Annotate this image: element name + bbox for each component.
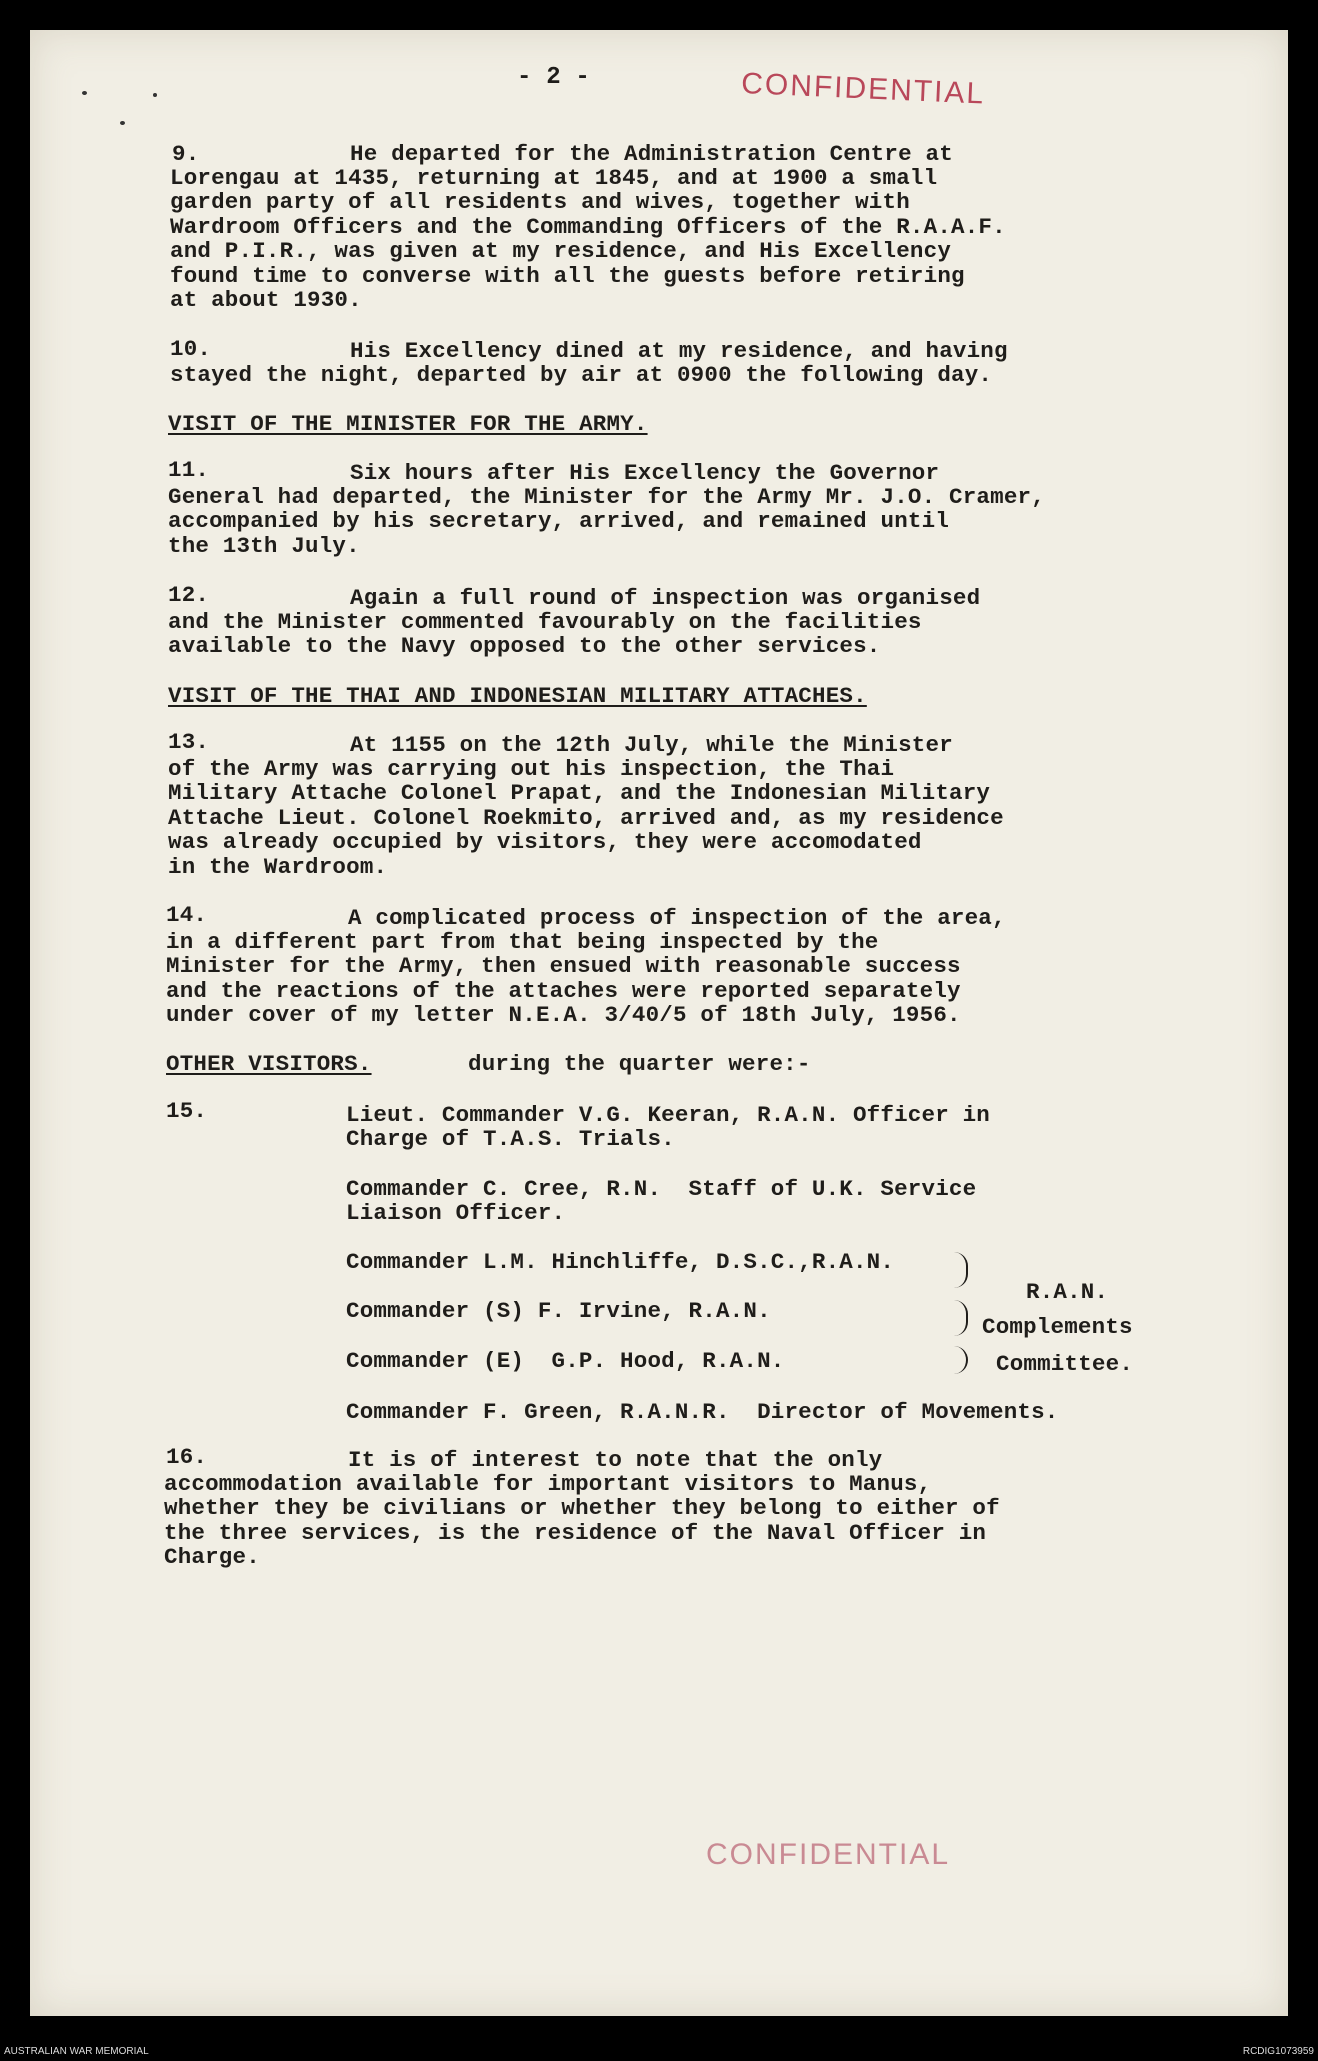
- visitor-entry: Commander F. Green, R.A.N.R. Director of Movements.: [346, 1399, 1059, 1425]
- paragraph-number: 10.: [170, 336, 212, 362]
- paragraph-body: General had departed, the Minister for the Army Mr. J.O. Cramer, accompanied by his secretary, arrived, and remained until the 13th July.: [168, 484, 1045, 559]
- bracket-mark: [948, 1300, 968, 1336]
- archive-footer-left: AUSTRALIAN WAR MEMORIAL: [4, 2046, 149, 2057]
- bracket-mark: [948, 1252, 968, 1288]
- confidential-stamp-bottom: CONFIDENTIAL: [706, 1838, 951, 1871]
- paragraph-number: 11.: [168, 457, 210, 483]
- paragraph-number: 9.: [172, 141, 200, 167]
- page-number: - 2 -: [517, 64, 591, 91]
- paragraph-number: 14.: [166, 902, 208, 928]
- paragraph-first-line: His Excellency dined at my residence, and having: [350, 338, 1008, 364]
- committee-label: Complements: [982, 1314, 1133, 1340]
- paragraph-number: 15.: [166, 1098, 208, 1124]
- committee-label: R.A.N.: [1026, 1279, 1109, 1305]
- visitor-entry: Commander (E) G.P. Hood, R.A.N.: [346, 1348, 785, 1374]
- paragraph-number: 12.: [168, 582, 210, 608]
- section-heading: OTHER VISITORS.: [166, 1051, 372, 1077]
- paragraph-body: Lorengau at 1435, returning at 1845, and at 1900 a small garden party of all residents and wives, together with Wardroom Officers and the Commanding Officers of the R.A.A.F. and P.I.R., was given at my residence, and His Excellency found time to converse with all the guests before retiring at about 1930.: [170, 165, 1006, 314]
- paragraph-first-line: A complicated process of inspection of the area,: [348, 905, 1006, 931]
- paragraph-body: stayed the night, departed by air at 0900 the following day.: [170, 362, 993, 388]
- ink-mark: [153, 93, 157, 97]
- paragraph-number: 13.: [168, 729, 210, 755]
- archive-footer-right: RCDIG1073959: [1242, 2046, 1314, 2057]
- paragraph-number: 16.: [166, 1444, 208, 1470]
- visitor-entry: Commander C. Cree, R.N. Staff of U.K. Service Liaison Officer.: [346, 1176, 977, 1227]
- heading-suffix: during the quarter were:-: [468, 1051, 811, 1077]
- paragraph-body: and the Minister commented favourably on the facilities available to the Navy opposed to the other services.: [168, 609, 922, 660]
- committee-label: Committee.: [996, 1351, 1134, 1377]
- section-heading: VISIT OF THE THAI AND INDONESIAN MILITARY ATTACHES.: [168, 683, 867, 709]
- visitor-entry: Commander (S) F. Irvine, R.A.N.: [346, 1298, 771, 1324]
- paragraph-first-line: He departed for the Administration Centre at: [350, 141, 953, 167]
- paragraph-first-line: Six hours after His Excellency the Governor: [350, 460, 940, 486]
- ink-mark: [120, 121, 125, 125]
- paragraph-first-line: It is of interest to note that the only: [348, 1447, 883, 1473]
- paragraph-first-line: At 1155 on the 12th July, while the Minister: [350, 732, 953, 758]
- paragraph-first-line: Again a full round of inspection was organised: [350, 585, 981, 611]
- visitor-entry: Commander L.M. Hinchliffe, D.S.C.,R.A.N.: [346, 1249, 895, 1275]
- visitor-entry: Lieut. Commander V.G. Keeran, R.A.N. Officer in Charge of T.A.S. Trials.: [346, 1102, 991, 1153]
- section-heading: VISIT OF THE MINISTER FOR THE ARMY.: [168, 411, 648, 437]
- paragraph-body: accommodation available for important visitors to Manus, whether they be civilians or whether they belong to either of the three services, is the residence of the Naval Officer in Charge.: [164, 1471, 1000, 1571]
- paragraph-body: of the Army was carrying out his inspection, the Thai Military Attache Colonel Prapat, and the Indonesian Military Attache Lieut. Colonel Roekmito, arrived and, as my residence was already occupied by visitors, they were accomodated in the Wardroom.: [168, 756, 1004, 880]
- ink-mark: [82, 91, 87, 95]
- paragraph-body: in a different part from that being inspected by the Minister for the Army, then ensued with reasonable success and the reactions of the attaches were reported separately under cover of my letter N.E.A. 3/40/5 of 18th July, 1956.: [166, 929, 961, 1029]
- confidential-stamp-top: CONFIDENTIAL: [740, 67, 986, 111]
